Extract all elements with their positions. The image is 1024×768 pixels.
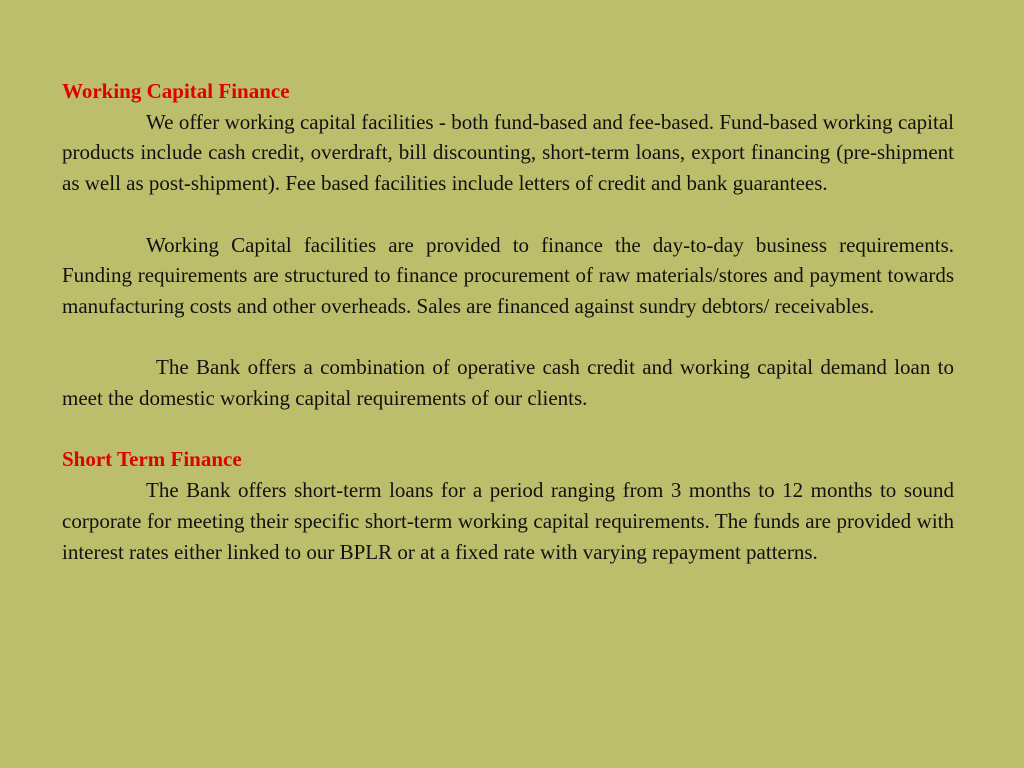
paragraph-working-capital-combination: The Bank offers a combination of operative cash credit and working capital demand loan to meet the domestic working capital requirements of our clients. bbox=[62, 355, 954, 410]
paragraph-spacer bbox=[62, 199, 954, 230]
paragraph-spacer bbox=[62, 322, 954, 353]
paragraph-working-capital-purpose: Working Capital facilities are provided to finance the day-to-day business requirements. Funding requirements are structured to finance procurement of raw materials/stores and payment towards manufacturing costs and other overheads. Sales are financed against sundry debtors/ receivables. bbox=[62, 232, 954, 318]
slide-content bbox=[62, 76, 954, 567]
section-heading-short-term: Short Term Finance bbox=[62, 447, 242, 472]
section-heading-working-capital: Working Capital Finance bbox=[62, 79, 290, 103]
paragraph-short-term-loans: The Bank offers short-term loans for a period ranging from 3 months to 12 months to sound corporate for meeting their specific short-term working capital requirements. The funds are provided with interest rates either linked to our BPLR or at a fixed rate with varying repayment patterns. bbox=[62, 478, 954, 564]
paragraph-spacer bbox=[62, 414, 954, 445]
paragraph-working-capital-intro: We offer working capital facilities - both fund-based and fee-based. Fund-based working capital products include cash credit, overdraft, bill discounting, short-term loans, export financing (pre-shipment as well as post-shipment). Fee based facilities include letters of credit and bank guarantees. bbox=[62, 109, 954, 196]
